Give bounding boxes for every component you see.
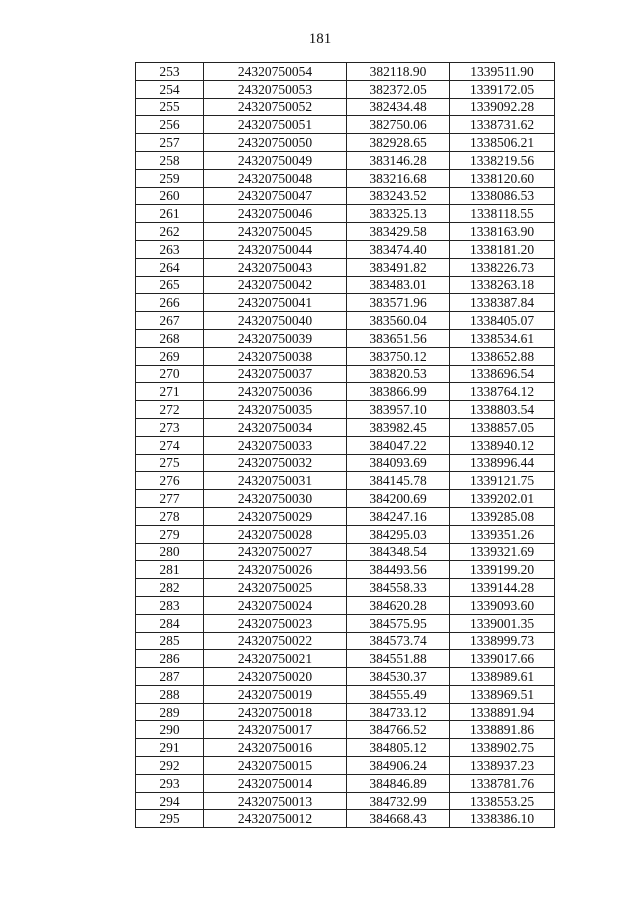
row-number-cell: 290 <box>136 721 204 739</box>
y-coordinate-cell: 1338803.54 <box>450 401 555 419</box>
x-coordinate-cell: 384247.16 <box>347 507 450 525</box>
row-number-cell: 289 <box>136 703 204 721</box>
y-coordinate-cell: 1338181.20 <box>450 240 555 258</box>
y-coordinate-cell: 1338534.61 <box>450 329 555 347</box>
row-number-cell: 261 <box>136 205 204 223</box>
x-coordinate-cell: 384620.28 <box>347 596 450 614</box>
row-number-cell: 270 <box>136 365 204 383</box>
y-coordinate-cell: 1338386.10 <box>450 810 555 828</box>
row-number-cell: 295 <box>136 810 204 828</box>
table-row <box>136 596 555 614</box>
table-row <box>136 240 555 258</box>
y-coordinate-cell: 1338506.21 <box>450 134 555 152</box>
point-id-cell: 24320750053 <box>204 80 347 98</box>
point-id-cell: 24320750033 <box>204 436 347 454</box>
row-number-cell: 263 <box>136 240 204 258</box>
table-row <box>136 294 555 312</box>
y-coordinate-cell: 1338405.07 <box>450 312 555 330</box>
y-coordinate-cell: 1338996.44 <box>450 454 555 472</box>
table-row <box>136 116 555 134</box>
point-id-cell: 24320750040 <box>204 312 347 330</box>
point-id-cell: 24320750028 <box>204 525 347 543</box>
x-coordinate-cell: 383483.01 <box>347 276 450 294</box>
x-coordinate-cell: 384906.24 <box>347 757 450 775</box>
point-id-cell: 24320750023 <box>204 614 347 632</box>
page-number: 181 <box>308 31 332 47</box>
table-row <box>136 810 555 828</box>
row-number-cell: 294 <box>136 792 204 810</box>
x-coordinate-cell: 383820.53 <box>347 365 450 383</box>
table-row <box>136 134 555 152</box>
table-row <box>136 490 555 508</box>
table-row <box>136 757 555 775</box>
point-id-cell: 24320750017 <box>204 721 347 739</box>
point-id-cell: 24320750015 <box>204 757 347 775</box>
table-row <box>136 454 555 472</box>
row-number-cell: 254 <box>136 80 204 98</box>
row-number-cell: 278 <box>136 507 204 525</box>
x-coordinate-cell: 383491.82 <box>347 258 450 276</box>
table-row <box>136 187 555 205</box>
point-id-cell: 24320750029 <box>204 507 347 525</box>
row-number-cell: 293 <box>136 774 204 792</box>
table-row <box>136 418 555 436</box>
y-coordinate-cell: 1338263.18 <box>450 276 555 294</box>
x-coordinate-cell: 383560.04 <box>347 312 450 330</box>
y-coordinate-cell: 1338764.12 <box>450 383 555 401</box>
x-coordinate-cell: 384530.37 <box>347 668 450 686</box>
point-id-cell: 24320750037 <box>204 365 347 383</box>
y-coordinate-cell: 1339172.05 <box>450 80 555 98</box>
row-number-cell: 284 <box>136 614 204 632</box>
y-coordinate-cell: 1339001.35 <box>450 614 555 632</box>
row-number-cell: 283 <box>136 596 204 614</box>
x-coordinate-cell: 384093.69 <box>347 454 450 472</box>
table-row <box>136 739 555 757</box>
point-id-cell: 24320750045 <box>204 223 347 241</box>
point-id-cell: 24320750035 <box>204 401 347 419</box>
table-row <box>136 401 555 419</box>
point-id-cell: 24320750039 <box>204 329 347 347</box>
x-coordinate-cell: 384846.89 <box>347 774 450 792</box>
point-id-cell: 24320750016 <box>204 739 347 757</box>
table-row <box>136 151 555 169</box>
x-coordinate-cell: 382118.90 <box>347 63 450 81</box>
x-coordinate-cell: 384551.88 <box>347 650 450 668</box>
row-number-cell: 260 <box>136 187 204 205</box>
table-row <box>136 258 555 276</box>
table-row <box>136 774 555 792</box>
row-number-cell: 269 <box>136 347 204 365</box>
row-number-cell: 264 <box>136 258 204 276</box>
point-id-cell: 24320750030 <box>204 490 347 508</box>
y-coordinate-cell: 1338781.76 <box>450 774 555 792</box>
x-coordinate-cell: 383429.58 <box>347 223 450 241</box>
y-coordinate-cell: 1338387.84 <box>450 294 555 312</box>
point-id-cell: 24320750019 <box>204 685 347 703</box>
table-row <box>136 703 555 721</box>
table-row <box>136 383 555 401</box>
x-coordinate-cell: 383651.56 <box>347 329 450 347</box>
row-number-cell: 275 <box>136 454 204 472</box>
point-id-cell: 24320750018 <box>204 703 347 721</box>
point-id-cell: 24320750044 <box>204 240 347 258</box>
row-number-cell: 281 <box>136 561 204 579</box>
x-coordinate-cell: 383474.40 <box>347 240 450 258</box>
x-coordinate-cell: 384573.74 <box>347 632 450 650</box>
y-coordinate-cell: 1338999.73 <box>450 632 555 650</box>
x-coordinate-cell: 382928.65 <box>347 134 450 152</box>
table-row <box>136 436 555 454</box>
x-coordinate-cell: 383243.52 <box>347 187 450 205</box>
y-coordinate-cell: 1338937.23 <box>450 757 555 775</box>
row-number-cell: 255 <box>136 98 204 116</box>
table-row <box>136 721 555 739</box>
row-number-cell: 291 <box>136 739 204 757</box>
point-id-cell: 24320750032 <box>204 454 347 472</box>
point-id-cell: 24320750047 <box>204 187 347 205</box>
table-row <box>136 80 555 98</box>
x-coordinate-cell: 384805.12 <box>347 739 450 757</box>
table-row <box>136 223 555 241</box>
table-row <box>136 668 555 686</box>
x-coordinate-cell: 384493.56 <box>347 561 450 579</box>
table-row <box>136 614 555 632</box>
x-coordinate-cell: 384047.22 <box>347 436 450 454</box>
y-coordinate-cell: 1339351.26 <box>450 525 555 543</box>
table-row <box>136 365 555 383</box>
y-coordinate-cell: 1339144.28 <box>450 579 555 597</box>
row-number-cell: 272 <box>136 401 204 419</box>
x-coordinate-cell: 384733.12 <box>347 703 450 721</box>
x-coordinate-cell: 384668.43 <box>347 810 450 828</box>
y-coordinate-cell: 1338226.73 <box>450 258 555 276</box>
row-number-cell: 271 <box>136 383 204 401</box>
point-id-cell: 24320750027 <box>204 543 347 561</box>
point-id-cell: 24320750025 <box>204 579 347 597</box>
point-id-cell: 24320750041 <box>204 294 347 312</box>
row-number-cell: 258 <box>136 151 204 169</box>
point-id-cell: 24320750042 <box>204 276 347 294</box>
row-number-cell: 277 <box>136 490 204 508</box>
row-number-cell: 282 <box>136 579 204 597</box>
x-coordinate-cell: 383216.68 <box>347 169 450 187</box>
point-id-cell: 24320750050 <box>204 134 347 152</box>
y-coordinate-cell: 1338163.90 <box>450 223 555 241</box>
point-id-cell: 24320750026 <box>204 561 347 579</box>
point-id-cell: 24320750012 <box>204 810 347 828</box>
table-row <box>136 632 555 650</box>
point-id-cell: 24320750046 <box>204 205 347 223</box>
row-number-cell: 280 <box>136 543 204 561</box>
point-id-cell: 24320750036 <box>204 383 347 401</box>
point-id-cell: 24320750054 <box>204 63 347 81</box>
x-coordinate-cell: 383982.45 <box>347 418 450 436</box>
x-coordinate-cell: 384732.99 <box>347 792 450 810</box>
y-coordinate-cell: 1338902.75 <box>450 739 555 757</box>
y-coordinate-cell: 1339092.28 <box>450 98 555 116</box>
y-coordinate-cell: 1339093.60 <box>450 596 555 614</box>
point-id-cell: 24320750020 <box>204 668 347 686</box>
y-coordinate-cell: 1338696.54 <box>450 365 555 383</box>
y-coordinate-cell: 1338553.25 <box>450 792 555 810</box>
y-coordinate-cell: 1338969.51 <box>450 685 555 703</box>
row-number-cell: 279 <box>136 525 204 543</box>
y-coordinate-cell: 1338120.60 <box>450 169 555 187</box>
table-row <box>136 685 555 703</box>
y-coordinate-cell: 1338857.05 <box>450 418 555 436</box>
point-id-cell: 24320750038 <box>204 347 347 365</box>
row-number-cell: 287 <box>136 668 204 686</box>
y-coordinate-cell: 1338940.12 <box>450 436 555 454</box>
row-number-cell: 276 <box>136 472 204 490</box>
y-coordinate-cell: 1339511.90 <box>450 63 555 81</box>
x-coordinate-cell: 382434.48 <box>347 98 450 116</box>
table-row <box>136 347 555 365</box>
point-id-cell: 24320750013 <box>204 792 347 810</box>
y-coordinate-cell: 1338891.86 <box>450 721 555 739</box>
row-number-cell: 266 <box>136 294 204 312</box>
table-row <box>136 507 555 525</box>
point-id-cell: 24320750031 <box>204 472 347 490</box>
y-coordinate-cell: 1338731.62 <box>450 116 555 134</box>
table-row <box>136 312 555 330</box>
x-coordinate-cell: 384766.52 <box>347 721 450 739</box>
row-number-cell: 267 <box>136 312 204 330</box>
y-coordinate-cell: 1338652.88 <box>450 347 555 365</box>
y-coordinate-cell: 1339121.75 <box>450 472 555 490</box>
row-number-cell: 257 <box>136 134 204 152</box>
x-coordinate-cell: 384348.54 <box>347 543 450 561</box>
table-row <box>136 525 555 543</box>
row-number-cell: 292 <box>136 757 204 775</box>
y-coordinate-cell: 1338086.53 <box>450 187 555 205</box>
table-row <box>136 650 555 668</box>
x-coordinate-cell: 383866.99 <box>347 383 450 401</box>
x-coordinate-cell: 384558.33 <box>347 579 450 597</box>
y-coordinate-cell: 1338989.61 <box>450 668 555 686</box>
table-row <box>136 276 555 294</box>
x-coordinate-cell: 383957.10 <box>347 401 450 419</box>
y-coordinate-cell: 1339285.08 <box>450 507 555 525</box>
row-number-cell: 273 <box>136 418 204 436</box>
table-row <box>136 472 555 490</box>
table-row <box>136 98 555 116</box>
x-coordinate-cell: 382750.06 <box>347 116 450 134</box>
x-coordinate-cell: 383750.12 <box>347 347 450 365</box>
row-number-cell: 288 <box>136 685 204 703</box>
table-row <box>136 792 555 810</box>
point-id-cell: 24320750049 <box>204 151 347 169</box>
y-coordinate-cell: 1338891.94 <box>450 703 555 721</box>
point-id-cell: 24320750048 <box>204 169 347 187</box>
y-coordinate-cell: 1339321.69 <box>450 543 555 561</box>
x-coordinate-cell: 384555.49 <box>347 685 450 703</box>
row-number-cell: 274 <box>136 436 204 454</box>
table-row <box>136 205 555 223</box>
x-coordinate-cell: 384295.03 <box>347 525 450 543</box>
row-number-cell: 259 <box>136 169 204 187</box>
row-number-cell: 265 <box>136 276 204 294</box>
table-row <box>136 63 555 81</box>
table-row <box>136 561 555 579</box>
row-number-cell: 256 <box>136 116 204 134</box>
table-body <box>136 63 555 828</box>
row-number-cell: 253 <box>136 63 204 81</box>
point-id-cell: 24320750024 <box>204 596 347 614</box>
row-number-cell: 268 <box>136 329 204 347</box>
x-coordinate-cell: 383146.28 <box>347 151 450 169</box>
y-coordinate-cell: 1339017.66 <box>450 650 555 668</box>
x-coordinate-cell: 383571.96 <box>347 294 450 312</box>
row-number-cell: 285 <box>136 632 204 650</box>
row-number-cell: 262 <box>136 223 204 241</box>
table-row <box>136 169 555 187</box>
table-row <box>136 543 555 561</box>
point-id-cell: 24320750051 <box>204 116 347 134</box>
y-coordinate-cell: 1339199.20 <box>450 561 555 579</box>
point-id-cell: 24320750022 <box>204 632 347 650</box>
table-row <box>136 329 555 347</box>
y-coordinate-cell: 1338118.55 <box>450 205 555 223</box>
point-id-cell: 24320750043 <box>204 258 347 276</box>
point-id-cell: 24320750034 <box>204 418 347 436</box>
table-row <box>136 579 555 597</box>
y-coordinate-cell: 1339202.01 <box>450 490 555 508</box>
x-coordinate-cell: 384145.78 <box>347 472 450 490</box>
x-coordinate-cell: 383325.13 <box>347 205 450 223</box>
point-id-cell: 24320750052 <box>204 98 347 116</box>
x-coordinate-cell: 384200.69 <box>347 490 450 508</box>
y-coordinate-cell: 1338219.56 <box>450 151 555 169</box>
x-coordinate-cell: 384575.95 <box>347 614 450 632</box>
point-id-cell: 24320750021 <box>204 650 347 668</box>
x-coordinate-cell: 382372.05 <box>347 80 450 98</box>
row-number-cell: 286 <box>136 650 204 668</box>
coordinates-table <box>135 62 555 828</box>
point-id-cell: 24320750014 <box>204 774 347 792</box>
